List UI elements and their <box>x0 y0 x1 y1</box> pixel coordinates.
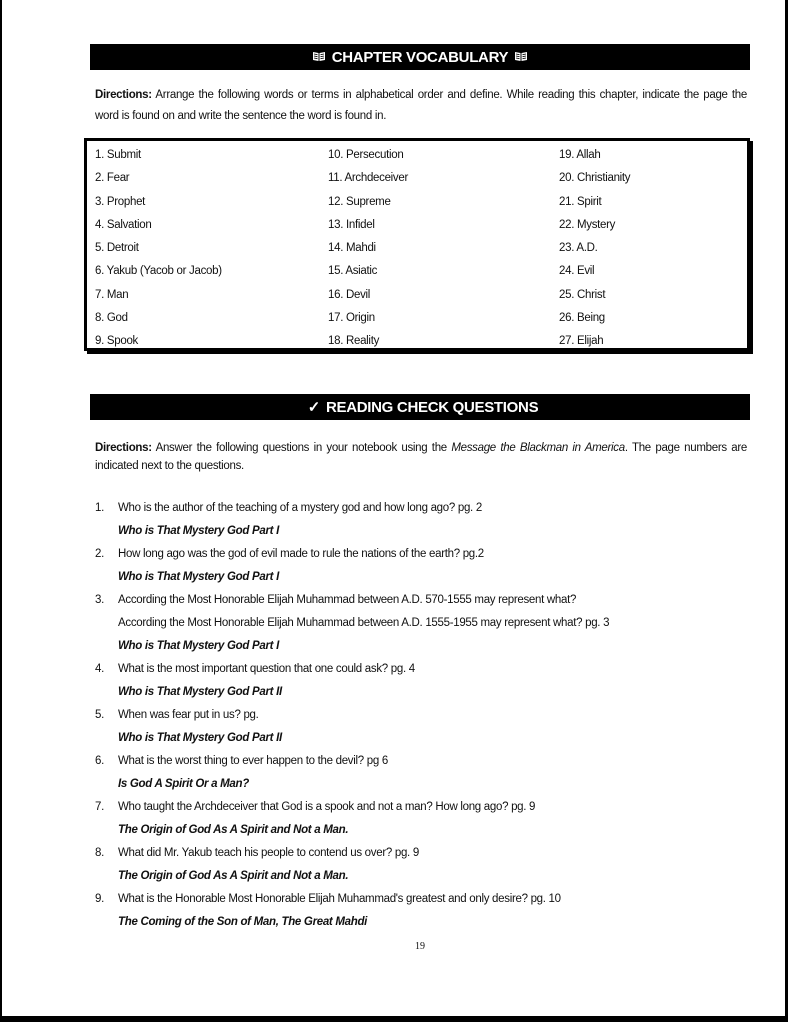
vocab-term: 17. Origin <box>328 312 375 325</box>
vocab-term: 2. Fear <box>95 172 130 185</box>
question-item <box>95 888 755 934</box>
question-source: The Coming of the Son of Man, The Great Mahdi <box>118 916 368 928</box>
vocab-term: 27. Elijah <box>559 335 604 348</box>
question-number: 6. <box>95 755 104 767</box>
vocab-term: 6. Yakub (Yacob or Jacob) <box>95 265 222 278</box>
question-number: 4. <box>95 663 104 675</box>
vocab-term: 18. Reality <box>328 335 380 348</box>
question-source: Who is That Mystery God Part I <box>118 571 279 583</box>
question-item <box>95 704 755 750</box>
question-item <box>95 497 755 543</box>
check-mark-icon: ✓ <box>307 399 320 416</box>
vocab-term: 4. Salvation <box>95 218 152 231</box>
vocabulary-title: CHAPTER VOCABULARY <box>331 48 509 66</box>
vocabulary-column-1 <box>95 144 222 354</box>
question-number: 9. <box>95 893 104 905</box>
open-book-icon <box>514 49 528 66</box>
question-text: Who taught the Archdeceiver that God is a spook and not a man? How long ago? pg. 9 <box>118 801 536 813</box>
reading-check-directions <box>95 439 747 475</box>
question-text: What did Mr. Yakub teach his people to contend us over? pg. 9 <box>118 847 419 859</box>
question-number: 7. <box>95 801 104 813</box>
vocab-term: 13. Infidel <box>328 218 375 231</box>
vocab-term: 9. Spook <box>95 335 138 348</box>
question-item <box>95 658 755 704</box>
vocab-term: 26. Being <box>559 312 605 325</box>
question-number: 5. <box>95 709 104 721</box>
question-item <box>95 543 755 589</box>
question-number: 3. <box>95 594 104 606</box>
vocab-term: 7. Man <box>95 288 129 301</box>
vocabulary-column-2 <box>328 144 408 354</box>
directions-text: Answer the following questions in your notebook using the <box>155 442 452 454</box>
directions-label: Directions: <box>95 89 152 101</box>
page-number: 19 <box>415 941 425 952</box>
question-text: Who is the author of the teaching of a mystery god and how long ago? pg. 2 <box>118 502 482 514</box>
question-source: Is God A Spirit Or a Man? <box>118 778 249 790</box>
question-item <box>95 750 755 796</box>
vocabulary-column-3 <box>559 144 630 354</box>
question-item <box>95 796 755 842</box>
vocabulary-directions <box>95 85 747 127</box>
vocab-term: 25. Christ <box>559 288 606 301</box>
question-text: How long ago was the god of evil made to rule the nations of the earth? pg.2 <box>118 548 484 560</box>
vocab-term: 24. Evil <box>559 265 595 278</box>
vocab-term: 8. God <box>95 312 128 325</box>
vocab-term: 5. Detroit <box>95 242 139 255</box>
vocab-term: 1. Submit <box>95 149 141 161</box>
question-source: The Origin of God As A Spirit and Not a Man. <box>118 870 349 882</box>
vocab-term: 19. Allah <box>559 149 601 161</box>
vocab-term: 12. Supreme <box>328 195 391 208</box>
vocab-term: 20. Christianity <box>559 172 631 185</box>
question-item <box>95 842 755 888</box>
reading-check-title: READING CHECK QUESTIONS <box>325 398 539 416</box>
vocab-term: 22. Mystery <box>559 218 616 231</box>
vocab-term: 15. Asiatic <box>328 265 378 278</box>
question-text: What is the Honorable Most Honorable Elijah Muhammad's greatest and only desire? pg. 10 <box>118 893 561 905</box>
vocab-term: 14. Mahdi <box>328 242 376 255</box>
question-list <box>95 497 755 934</box>
directions-text: Arrange the following words or terms in alphabetical order and define. While reading this chapter, indicate the page the word is found on and write the sentence the word is found in. <box>95 89 747 122</box>
vocab-term: 10. Persecution <box>328 149 404 161</box>
question-number: 2. <box>95 548 104 560</box>
vocab-term: 21. Spirit <box>559 195 602 208</box>
question-text: According the Most Honorable Elijah Muhammad between A.D. 1555-1955 may represent what? pg. 3 <box>118 617 610 629</box>
open-book-icon <box>312 49 326 66</box>
question-text: What is the most important question that one could ask? pg. 4 <box>118 663 415 675</box>
vocabulary-list <box>84 138 750 351</box>
question-text: According the Most Honorable Elijah Muhammad between A.D. 570-1555 may represent what? <box>118 594 577 606</box>
vocab-term: 11. Archdeceiver <box>328 172 409 185</box>
reading-check-banner <box>90 394 750 420</box>
directions-text: . The page numbers are indicated next to the questions. <box>95 442 747 472</box>
directions-label: Directions: <box>95 442 152 454</box>
question-item <box>95 589 755 658</box>
book-title: Message the Blackman in America <box>451 442 625 454</box>
question-source: Who is That Mystery God Part I <box>118 525 279 537</box>
question-text: When was fear put in us? pg. <box>118 709 259 721</box>
question-source: Who is That Mystery God Part II <box>118 686 282 698</box>
vocab-term: 16. Devil <box>328 288 371 301</box>
vocab-term: 23. A.D. <box>559 242 598 255</box>
question-number: 8. <box>95 847 104 859</box>
question-source: The Origin of God As A Spirit and Not a Man. <box>118 824 349 836</box>
question-number: 1. <box>95 502 104 514</box>
question-source: Who is That Mystery God Part I <box>118 640 279 652</box>
vocab-term: 3. Prophet <box>95 195 146 208</box>
question-source: Who is That Mystery God Part II <box>118 732 282 744</box>
question-text: What is the worst thing to ever happen to the devil? pg 6 <box>118 755 388 767</box>
vocabulary-banner <box>90 44 750 70</box>
